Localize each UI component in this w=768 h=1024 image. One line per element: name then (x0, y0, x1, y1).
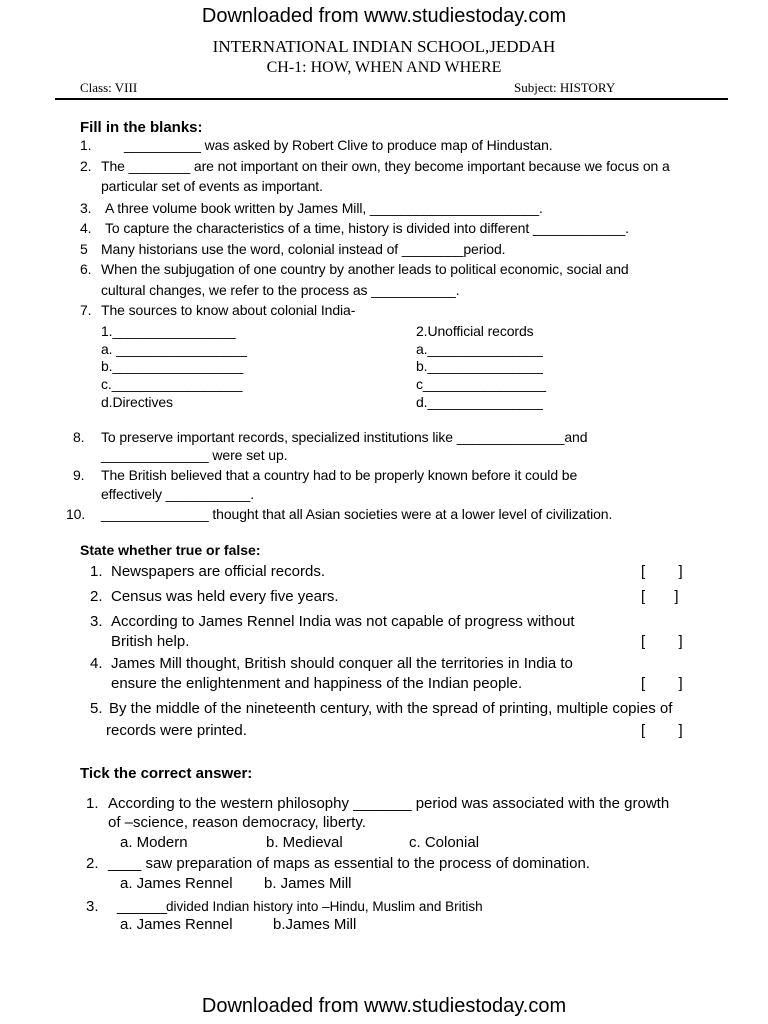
tf-q4-answer-box[interactable]: [ ] (641, 675, 683, 692)
tf-q2-answer-box[interactable]: [ ] (641, 588, 679, 605)
q7-left-line: a. _________________ (101, 341, 247, 357)
tf-q2-text: Census was held every five years. (111, 588, 339, 605)
fill-q9-line1: The British believed that a country had to be properly known before it could be (101, 467, 578, 483)
fill-q10-number: 10. (66, 506, 86, 522)
tick-q3-number: 3. (86, 898, 99, 915)
fill-q8-line2: ______________ were set up. (101, 447, 288, 463)
tf-q2-number: 2. (90, 588, 103, 605)
tick-q2-option-a[interactable]: a. James Rennel (120, 875, 233, 892)
chapter-title: CH-1: HOW, WHEN AND WHERE (266, 59, 502, 76)
tick-q2-text: ____ saw preparation of maps as essential to the process of domination. (108, 855, 590, 872)
q7-left-line: d.Directives (101, 394, 173, 410)
fill-q7-number: 7. (80, 302, 92, 318)
q7-right-line: d._______________ (416, 394, 543, 410)
tf-q5-line1: By the middle of the nineteenth century, with the spread of printing, multiple copies of (109, 700, 673, 717)
tf-q5-answer-box[interactable]: [ ] (641, 722, 683, 739)
tick-q2-number: 2. (86, 855, 99, 872)
tf-heading: State whether true or false: (80, 542, 261, 558)
fill-q2-number: 2. (80, 158, 92, 174)
tf-q3-number: 3. (90, 613, 103, 630)
tick-q1-option-a[interactable]: a. Modern (120, 834, 188, 851)
tf-q1-number: 1. (90, 563, 103, 580)
tick-q3-option-b[interactable]: b.James Mill (273, 916, 357, 933)
fill-q4-text: To capture the characteristics of a time, history is divided into different ____________. (105, 220, 629, 236)
tick-q3-text: divided Indian history into –Hindu, Muslim and British (166, 899, 483, 914)
tick-heading: Tick the correct answer: (80, 765, 253, 782)
fill-q6-line2: cultural changes, we refer to the process as ___________. (101, 282, 460, 298)
tf-q4-number: 4. (90, 655, 103, 672)
tf-q5-line2: records were printed. (106, 722, 247, 739)
fill-q10-text: ______________ thought that all Asian societies were at a lower level of civilization. (101, 506, 613, 522)
tick-q1-option-c[interactable]: c. Colonial (409, 834, 480, 851)
tf-q4-line1: James Mill thought, British should conquer all the territories in India to (111, 655, 573, 672)
tick-q3-blank: ______ (117, 898, 168, 915)
tf-q4-line2: ensure the enlightenment and happiness of the Indian people. (111, 675, 523, 692)
download-banner-bottom: Downloaded from www.studiestoday.com (201, 995, 567, 1017)
tick-q1-number: 1. (86, 795, 99, 812)
tf-q1-answer-box[interactable]: [ ] (641, 563, 683, 580)
tf-q3-line2: British help. (111, 633, 190, 650)
tf-q5-number: 5. (90, 700, 103, 717)
q7-right-line: a._______________ (416, 341, 543, 357)
fill-q2-line1: The ________ are not important on their own, they become important because we focus on a (101, 158, 670, 174)
fill-q8-number: 8. (73, 429, 85, 445)
fill-q3-text: A three volume book written by James Mill, ______________________. (105, 200, 543, 216)
fill-q9-line2: effectively ___________. (101, 486, 255, 502)
tick-q2-option-b[interactable]: b. James Mill (264, 875, 352, 892)
fill-q2-line2: particular set of events as important. (101, 178, 323, 194)
fill-q4-number: 4. (80, 220, 92, 236)
fill-q7-text: The sources to know about colonial India- (101, 302, 356, 318)
tf-q1-text: Newspapers are official records. (111, 563, 325, 580)
download-banner-top: Downloaded from www.studiestoday.com (201, 5, 567, 27)
tick-q1-option-b[interactable]: b. Medieval (266, 834, 343, 851)
fill-q5-text: Many historians use the word, colonial instead of ________period. (101, 241, 506, 257)
q7-right-line: 2.Unofficial records (416, 323, 534, 339)
fill-q1-number: 1. (80, 137, 92, 153)
tf-q3-line1: According to James Rennel India was not capable of progress without (111, 613, 575, 630)
tf-q3-answer-box[interactable]: [ ] (641, 633, 683, 650)
subject-label: Subject: HISTORY (514, 80, 616, 95)
q7-right-line: c________________ (416, 376, 546, 392)
tick-q3-option-a[interactable]: a. James Rennel (120, 916, 233, 933)
tick-q1-line1: According to the western philosophy _______ period was associated with the growth (108, 795, 670, 812)
fill-q9-number: 9. (73, 467, 85, 483)
q7-right-line: b._______________ (416, 358, 543, 374)
fill-q3-number: 3. (80, 200, 92, 216)
fill-heading: Fill in the blanks: (80, 119, 203, 136)
fill-q6-line1: When the subjugation of one country by another leads to political economic, social and (101, 261, 629, 277)
q7-left-line: b._________________ (101, 358, 244, 374)
fill-q5-number: 5 (80, 241, 88, 257)
fill-q1-text: __________ was asked by Robert Clive to produce map of Hindustan. (124, 137, 553, 153)
q7-left-line: 1.________________ (101, 323, 236, 339)
fill-q8-line1: To preserve important records, specialized institutions like ______________and (101, 429, 588, 445)
tick-q1-line2: of –science, reason democracy, liberty. (108, 814, 366, 831)
school-name: INTERNATIONAL INDIAN SCHOOL,JEDDAH (212, 37, 556, 56)
header-rule (55, 98, 728, 100)
q7-left-line: c._________________ (101, 376, 243, 392)
class-label: Class: VIII (80, 80, 138, 95)
fill-q6-number: 6. (80, 261, 92, 277)
